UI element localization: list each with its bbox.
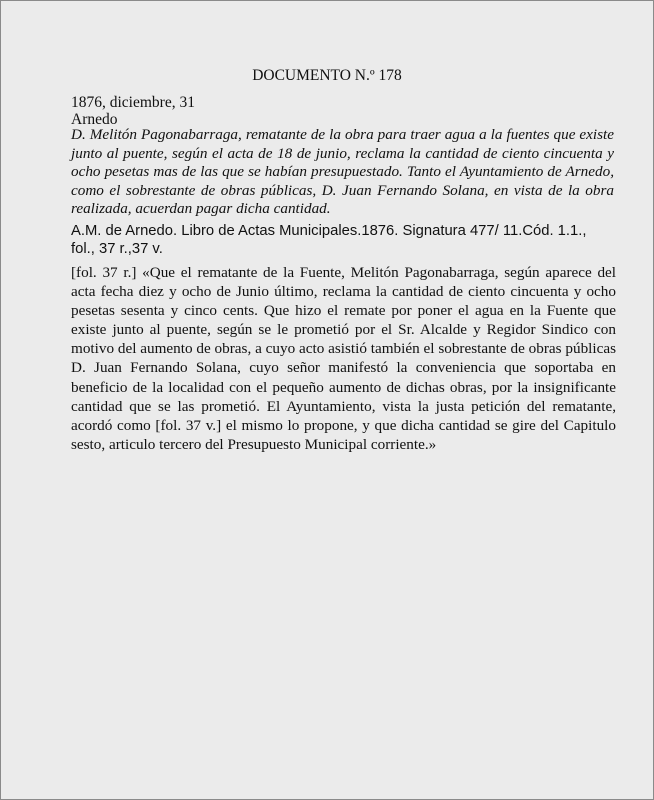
document-date: 1876, diciembre, 31 [71, 94, 195, 111]
document-place: Arnedo [71, 111, 118, 128]
document-summary: D. Melitón Pagonabarraga, rematante de la obra para traer agua a la fuentes que existe junto al puente, según el acta de 18 de junio, reclama la cantidad de ciento cincuenta y ocho pesetas mas de las que se habían presupuestado. Tanto el Ayuntamiento de Arnedo, como el sobrestante de obras públicas, D. Juan Fernando Solana, en vista de la obra realizada, acuerdan pagar dicha cantidad. [71, 126, 614, 217]
archival-source: A.M. de Arnedo. Libro de Actas Municipales.1876. Signatura 477/ 11.Cód. 1.1., fol., 37 r.,37 v. [71, 223, 587, 257]
transcription-text: [fol. 37 r.] «Que el rematante de la Fuente, Melitón Pagonabarraga, según aparece del acta fecha diez y ocho de Junio último, reclama la cantidad de ciento cincuenta y ocho pesetas sesenta y cinco cents. Que hizo el remate por poner el agua en la Fuente que existe junto al puente, según se le prometió por el Sr. Alcalde y Regidor Sindico con motivo del aumento de obras, a cuyo acto asistió también el sobrestante de obras públicas D. Juan Fernando Solana, cuyo señor manifestó la conveniencia que soportaba en beneficio de la localidad con el pequeño aumento de dichas obras, por la insignificante cantidad que se las prometió. El Ayuntamiento, vista la justa petición del rematante, acordó como [fol. 37 v.] el mismo lo propone, y que dicha cantidad se gire del Capitulo sesto, articulo tercero del Presupuesto Municipal corriente.» [71, 264, 616, 453]
document-title: DOCUMENTO N.º 178 [252, 67, 402, 84]
